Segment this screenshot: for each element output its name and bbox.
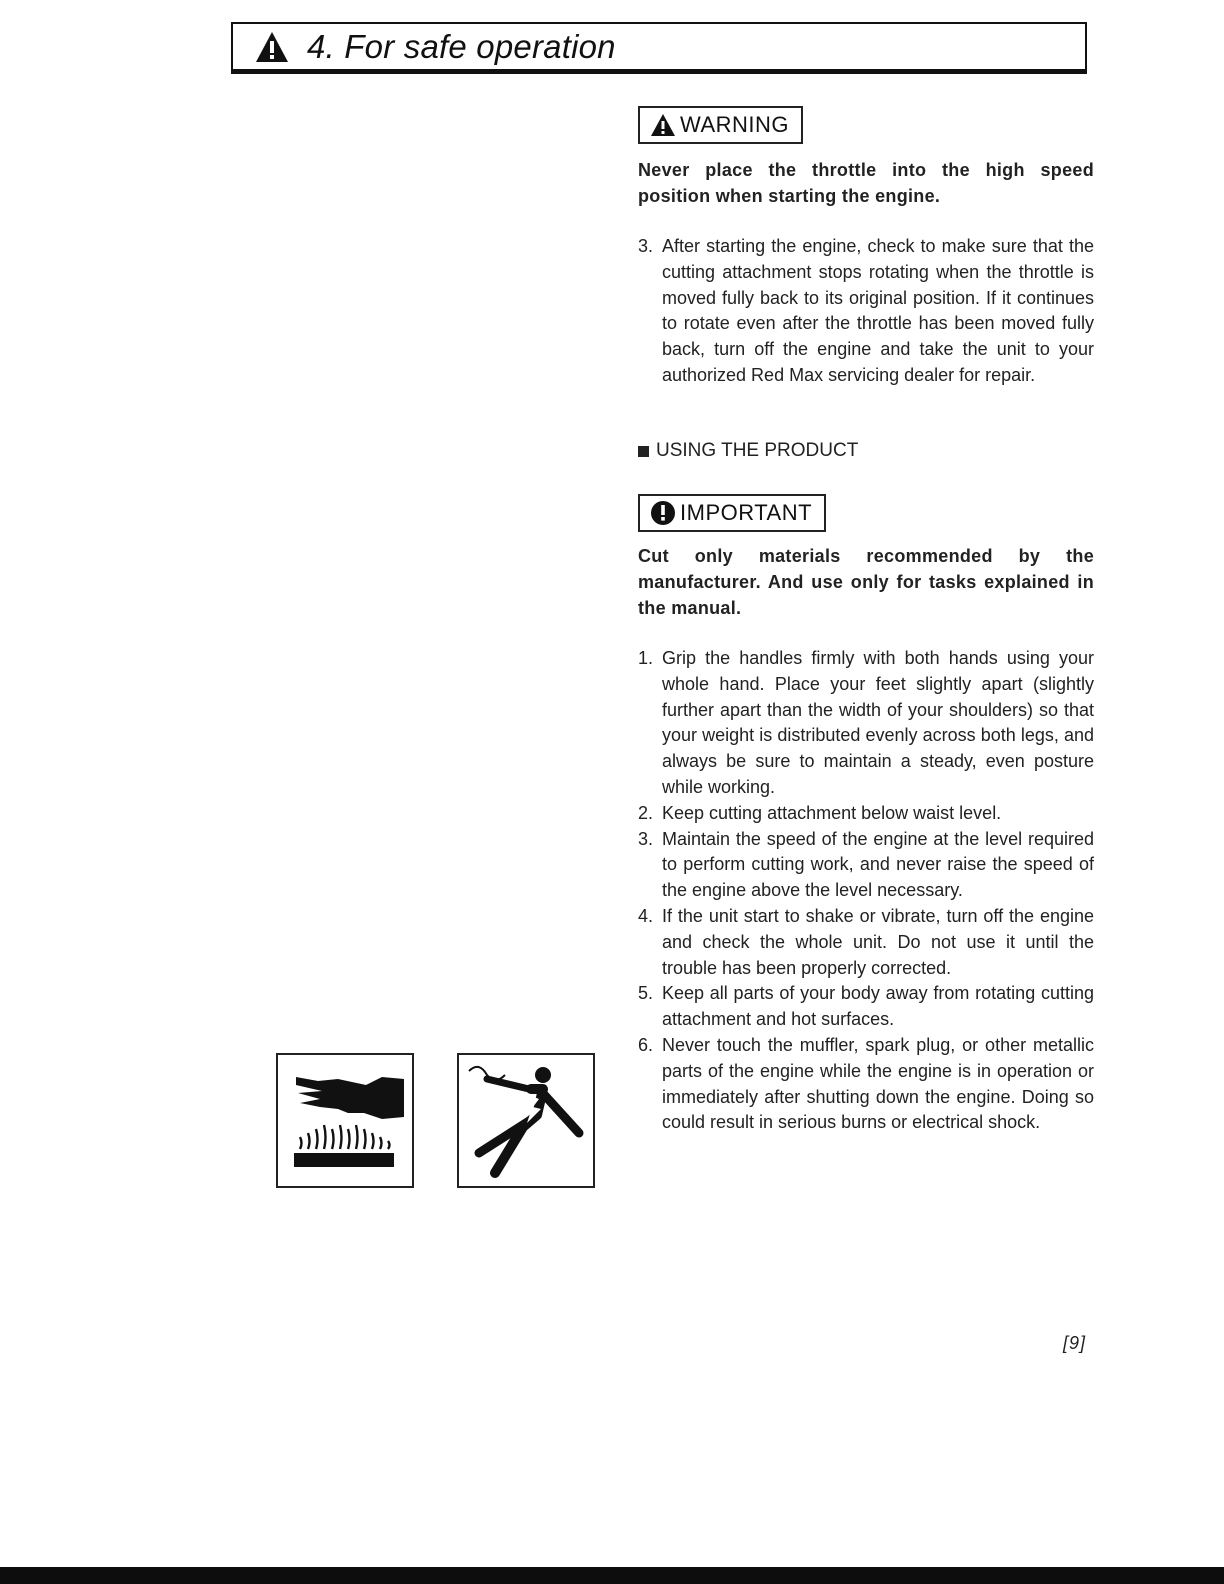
list-number: 5.	[638, 983, 654, 1004]
important-block	[638, 494, 1094, 532]
list-item	[638, 801, 1094, 827]
warning-triangle-icon	[650, 113, 676, 137]
list-text: Keep cutting attachment below waist level.	[662, 802, 1002, 823]
list-number: 3.	[638, 828, 654, 849]
warning-triangle-icon	[255, 30, 289, 64]
page-title: 4. For safe operation	[307, 27, 616, 65]
electric-shock-pictogram	[457, 1053, 595, 1188]
list-number: 3.	[638, 236, 654, 256]
warning-label: WARNING	[680, 112, 790, 137]
warning-block	[638, 106, 1094, 144]
list-text: Maintain the speed of the engine at the level required to perform cutting work, and never raise the speed of the engine above the level necessary.	[662, 828, 1094, 901]
section-heading	[638, 440, 1094, 462]
list-item	[638, 1033, 1094, 1136]
hot-surface-pictogram	[276, 1053, 414, 1188]
instructions-list	[638, 646, 1094, 1136]
list-item	[638, 234, 1094, 389]
list-number: 1.	[638, 648, 654, 668]
section-title: USING THE PRODUCT	[656, 440, 859, 461]
list-item	[638, 646, 1094, 801]
list-text: Grip the handles firmly with both hands using your whole hand. Place your feet slightly apart (slightly further apart than the width of your shoulders) so that your weight is distributed evenly across both legs, and always be sure to maintain a steady, even posture while working.	[662, 648, 1094, 797]
list-number: 2.	[638, 802, 654, 823]
section-header	[231, 22, 1087, 74]
list-number: 4.	[638, 905, 654, 926]
list-text: Keep all parts of your body away from rotating cutting attachment and hot surfaces.	[662, 983, 1094, 1030]
list-text: Never touch the muffler, spark plug, or other metallic parts of the engine while the engine is in operation or immediately after shutting down the engine. Doing so could result in serious burns or electrical shock.	[662, 1034, 1094, 1133]
important-label: IMPORTANT	[680, 500, 813, 525]
warning-text: Never place the throttle into the high speed position when starting the engine.	[638, 160, 1094, 206]
hot-surface-hand-icon	[278, 1055, 412, 1186]
scan-edge-bar	[0, 1567, 1224, 1584]
list-number: 6.	[638, 1034, 654, 1055]
bullet-square-icon	[638, 446, 649, 457]
important-text: Cut only materials recommended by the manufacturer. And use only for tasks explained in the manual.	[638, 546, 1094, 618]
list-item	[638, 904, 1094, 981]
list-text: After starting the engine, check to make sure that the cutting attachment stops rotating when the throttle is moved fully back to its original position. If it continues to rotate even after the throttle has been moved fully back, turn off the engine and take the unit to your authorized Red Max servicing dealer for repair.	[662, 236, 1094, 385]
page-number: [9]	[1063, 1333, 1087, 1353]
electric-shock-icon	[459, 1055, 593, 1186]
important-circle-icon	[650, 500, 676, 526]
list-item	[638, 981, 1094, 1033]
important-label-box	[638, 494, 826, 532]
warning-label-box	[638, 106, 803, 144]
list-item	[638, 827, 1094, 904]
list-text: If the unit start to shake or vibrate, turn off the engine and check the whole unit. Do not use it until the trouble has been properly corrected.	[662, 905, 1094, 978]
